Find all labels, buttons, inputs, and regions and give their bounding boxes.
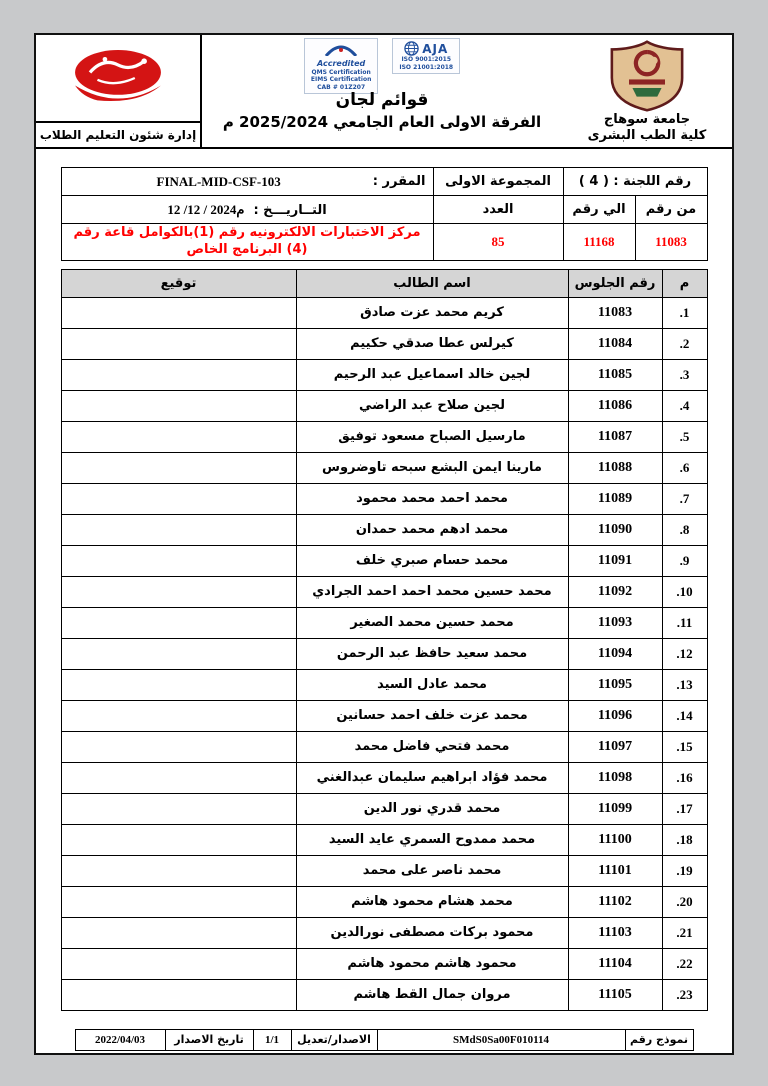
row-index: 12. <box>662 638 707 669</box>
table-row <box>61 669 707 700</box>
table-row <box>61 576 707 607</box>
accreditation-logo <box>304 38 378 94</box>
date-value: 12 /12 / 2024م <box>167 201 245 217</box>
table-row <box>61 793 707 824</box>
revision-value: 1/1 <box>253 1029 291 1050</box>
student-name: محمد احمد محمد محمود <box>296 483 568 514</box>
revision-label: الاصدار/تعديل <box>291 1029 377 1050</box>
document-page <box>34 33 734 1055</box>
signature-cell <box>61 793 296 824</box>
header-index: م <box>662 269 707 297</box>
row-index: 23. <box>662 979 707 1010</box>
header-seat-number: رقم الجلوس <box>568 269 662 297</box>
table-row <box>61 824 707 855</box>
form-number-value: SMdS0Sa00F010114 <box>377 1029 625 1050</box>
cert-iso2-line: ISO 21001:2018 <box>399 63 454 71</box>
signature-cell <box>61 979 296 1010</box>
table-row <box>61 607 707 638</box>
department-emblem-icon <box>62 44 174 112</box>
to-number-value: 11168 <box>563 224 635 261</box>
student-name: محمد حسين محمد احمد احمد الجرادي <box>296 576 568 607</box>
seat-number: 11083 <box>568 297 662 328</box>
table-row <box>61 483 707 514</box>
signature-cell <box>61 607 296 638</box>
accreditation-arc-icon <box>324 44 358 56</box>
seat-number: 11099 <box>568 793 662 824</box>
student-name: محمد عزت خلف احمد حسانين <box>296 700 568 731</box>
signature-cell <box>61 328 296 359</box>
seat-number: 11096 <box>568 700 662 731</box>
seat-number: 11086 <box>568 390 662 421</box>
university-block <box>562 35 732 147</box>
table-row <box>61 638 707 669</box>
date-label: التــاريـــخ : <box>253 202 327 218</box>
signature-cell <box>61 421 296 452</box>
row-index: 6. <box>662 452 707 483</box>
university-shield-logo <box>608 40 686 112</box>
signature-cell <box>61 669 296 700</box>
department-label: إدارة شئون التعليم الطلاب <box>36 121 200 147</box>
course-code: FINAL-MID-CSF-103 <box>156 173 281 189</box>
seat-number: 11098 <box>568 762 662 793</box>
faculty-name: كلية الطب البشرى <box>587 127 707 143</box>
seat-number: 11102 <box>568 886 662 917</box>
committee-number-cell: رقم اللجنة : ( 4 ) <box>563 168 707 196</box>
table-row <box>61 948 707 979</box>
student-name: محمد عادل السيد <box>296 669 568 700</box>
signature-cell <box>61 824 296 855</box>
seat-number: 11084 <box>568 328 662 359</box>
row-index: 21. <box>662 917 707 948</box>
student-name: محمد ناصر على محمد <box>296 855 568 886</box>
issue-date-label: تاريخ الاصدار <box>165 1029 253 1050</box>
seat-number: 11095 <box>568 669 662 700</box>
seat-number: 11094 <box>568 638 662 669</box>
student-name: لجين خالد اسماعيل عبد الرحيم <box>296 359 568 390</box>
student-name: محمد سعيد حافظ عبد الرحمن <box>296 638 568 669</box>
table-row <box>61 855 707 886</box>
exam-center-note: مركز الاختبارات الالكترونيه رقم (1)بالكوامل قاعة رقم (4) البرنامج الخاص <box>61 224 433 261</box>
seat-number: 11097 <box>568 731 662 762</box>
row-index: 9. <box>662 545 707 576</box>
table-row <box>61 421 707 452</box>
cert-qms-line: QMS Certification <box>311 68 371 76</box>
table-row <box>61 297 707 328</box>
title-block <box>202 35 562 147</box>
table-row <box>61 514 707 545</box>
table-row <box>61 700 707 731</box>
signature-cell <box>61 390 296 421</box>
row-index: 2. <box>662 328 707 359</box>
signature-cell <box>61 514 296 545</box>
student-table-body <box>61 297 707 1010</box>
form-footer-table <box>75 1029 694 1051</box>
aja-iso-logo <box>392 38 460 74</box>
student-table-header-row <box>61 269 707 297</box>
signature-cell <box>61 452 296 483</box>
signature-cell <box>61 700 296 731</box>
seat-number: 11100 <box>568 824 662 855</box>
signature-cell <box>61 886 296 917</box>
signature-cell <box>61 483 296 514</box>
row-index: 15. <box>662 731 707 762</box>
signature-cell <box>61 948 296 979</box>
student-name: محمد هشام محمود هاشم <box>296 886 568 917</box>
table-row <box>61 359 707 390</box>
seat-number: 11088 <box>568 452 662 483</box>
signature-cell <box>61 917 296 948</box>
header-student-name: اسم الطالب <box>296 269 568 297</box>
signature-cell <box>61 576 296 607</box>
student-name: محمد حسين محمد الصغير <box>296 607 568 638</box>
seat-number: 11089 <box>568 483 662 514</box>
seat-number: 11085 <box>568 359 662 390</box>
student-name: مروان جمال القط هاشم <box>296 979 568 1010</box>
row-index: 13. <box>662 669 707 700</box>
student-table <box>61 269 708 1011</box>
signature-cell <box>61 762 296 793</box>
student-name: مارينا ايمن البشع سبحه تاوضروس <box>296 452 568 483</box>
table-row <box>61 452 707 483</box>
seat-number: 11104 <box>568 948 662 979</box>
certification-logos <box>304 38 460 91</box>
signature-cell <box>61 359 296 390</box>
student-name: كريم محمد عزت صادق <box>296 297 568 328</box>
group-cell: المجموعة الاولى <box>433 168 563 196</box>
student-name: لجين صلاح عبد الراضي <box>296 390 568 421</box>
table-row <box>61 731 707 762</box>
count-value: 85 <box>433 224 563 261</box>
table-row <box>61 390 707 421</box>
department-block <box>36 35 202 147</box>
row-index: 11. <box>662 607 707 638</box>
form-number-label: نموذج رقم <box>625 1029 693 1050</box>
exam-info-table <box>61 167 708 261</box>
seat-number: 11093 <box>568 607 662 638</box>
accredited-label: Accredited <box>317 59 366 68</box>
seat-number: 11103 <box>568 917 662 948</box>
row-index: 20. <box>662 886 707 917</box>
signature-cell <box>61 731 296 762</box>
seat-number: 11101 <box>568 855 662 886</box>
cert-eims-line: EIMS Certification <box>310 76 372 84</box>
to-number-label: الي رقم <box>563 196 635 224</box>
table-row <box>61 979 707 1010</box>
row-index: 19. <box>662 855 707 886</box>
student-name: محمد ممدوح السمري عايد السيد <box>296 824 568 855</box>
count-label: العدد <box>433 196 563 224</box>
row-index: 22. <box>662 948 707 979</box>
row-index: 3. <box>662 359 707 390</box>
student-name: محمود بركات مصطفى نورالدين <box>296 917 568 948</box>
table-row <box>61 545 707 576</box>
from-number-value: 11083 <box>635 224 707 261</box>
seat-number: 11090 <box>568 514 662 545</box>
page-subtitle: الفرقة الاولى العام الجامعي 2025/2024 م <box>222 113 542 131</box>
student-name: محمد قدري نور الدين <box>296 793 568 824</box>
table-row <box>61 917 707 948</box>
cert-cab-line: CAB # 01Z207 <box>317 83 366 91</box>
row-index: 7. <box>662 483 707 514</box>
student-name: محمد ادهم محمد حمدان <box>296 514 568 545</box>
student-name: كيرلس عطا صدقي حكييم <box>296 328 568 359</box>
row-index: 14. <box>662 700 707 731</box>
table-row <box>61 328 707 359</box>
aja-label: AJA <box>422 41 449 56</box>
student-name: مارسيل الصباح مسعود توفيق <box>296 421 568 452</box>
course-cell <box>61 168 433 196</box>
student-name: محمد فؤاد ابراهيم سليمان عبدالغني <box>296 762 568 793</box>
signature-cell <box>61 545 296 576</box>
issue-date-value: 2022/04/03 <box>75 1029 165 1050</box>
signature-cell <box>61 638 296 669</box>
university-name: جامعة سوهاج <box>603 112 691 127</box>
student-name: محمد فتحي فاضل محمد <box>296 731 568 762</box>
seat-number: 11092 <box>568 576 662 607</box>
course-label: المقرر : <box>372 174 426 189</box>
seat-number: 11105 <box>568 979 662 1010</box>
student-name: محمد حسام صبري خلف <box>296 545 568 576</box>
seat-number: 11091 <box>568 545 662 576</box>
row-index: 8. <box>662 514 707 545</box>
page-title: قوائم لجان <box>335 90 429 110</box>
page-header <box>36 35 732 149</box>
signature-cell <box>61 855 296 886</box>
row-index: 17. <box>662 793 707 824</box>
cert-iso1-line: ISO 9001:2015 <box>401 56 451 63</box>
row-index: 18. <box>662 824 707 855</box>
row-index: 16. <box>662 762 707 793</box>
seat-number: 11087 <box>568 421 662 452</box>
student-name: محمود هاشم محمود هاشم <box>296 948 568 979</box>
table-row <box>61 762 707 793</box>
row-index: 10. <box>662 576 707 607</box>
row-index: 5. <box>662 421 707 452</box>
date-cell <box>61 196 433 224</box>
from-number-label: من رقم <box>635 196 707 224</box>
signature-cell <box>61 297 296 328</box>
globe-icon <box>404 41 419 56</box>
header-signature: توقيع <box>61 269 296 297</box>
row-index: 4. <box>662 390 707 421</box>
table-row <box>61 886 707 917</box>
row-index: 1. <box>662 297 707 328</box>
